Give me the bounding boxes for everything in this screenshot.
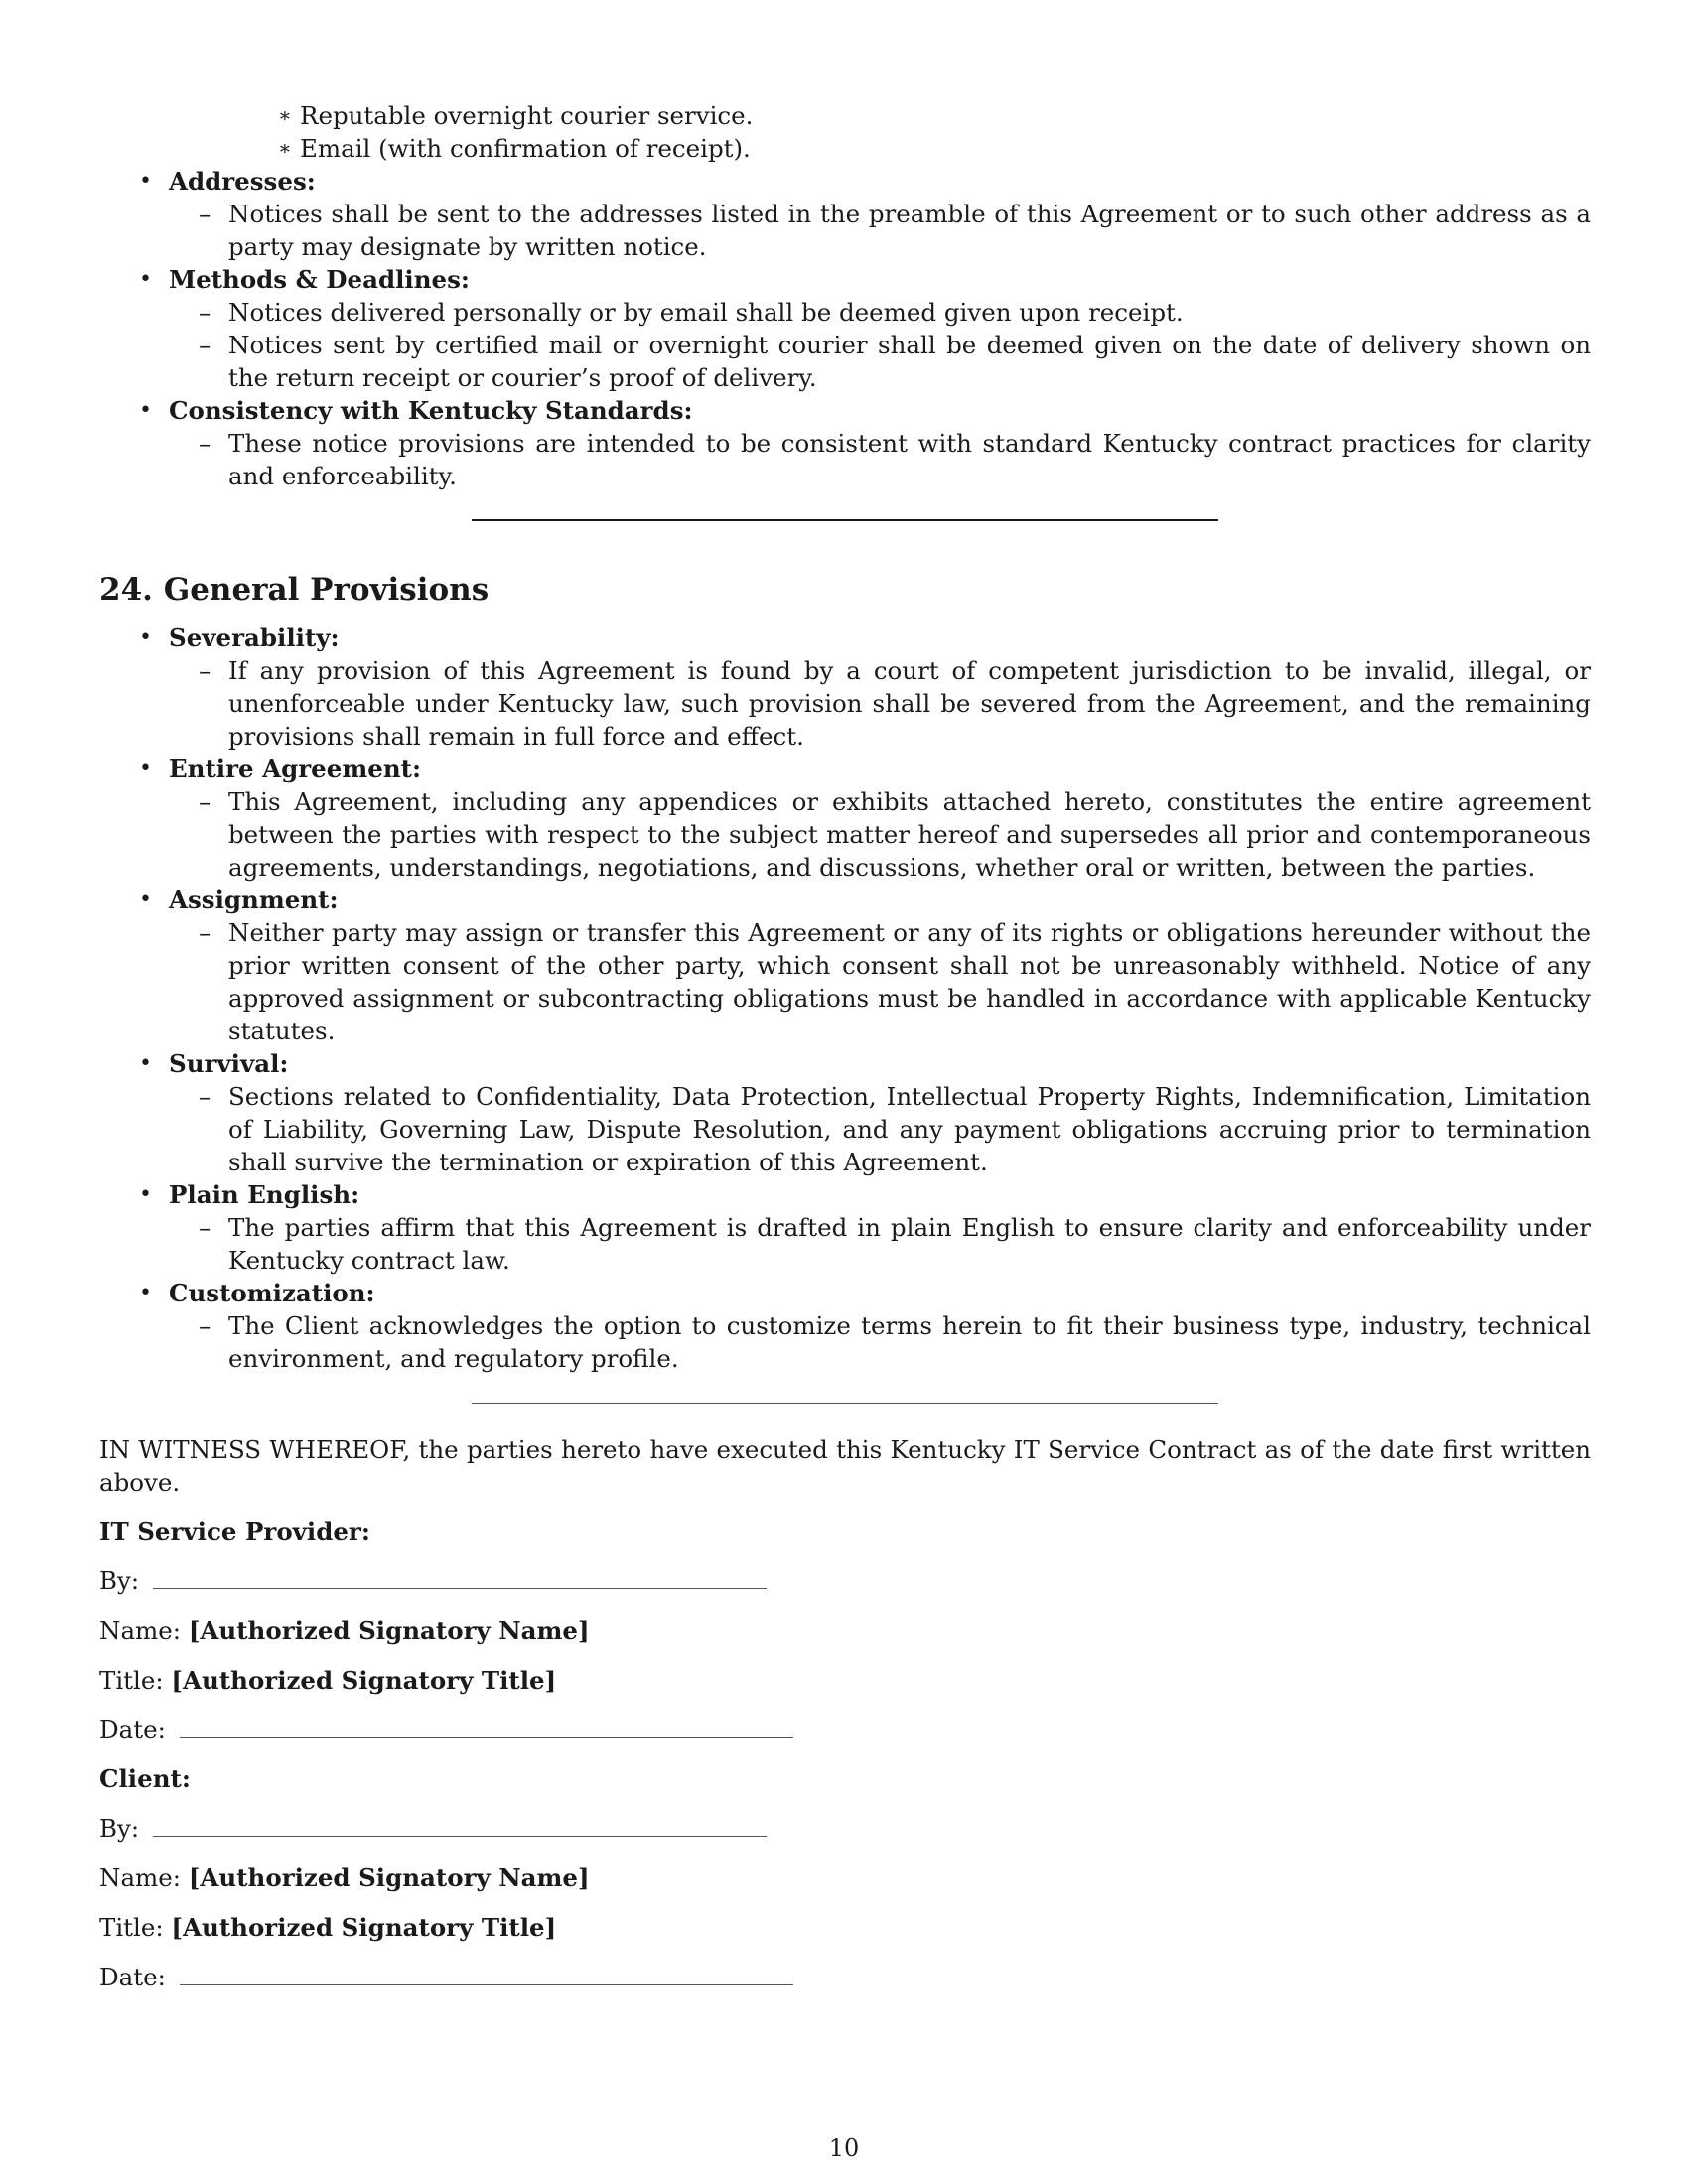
provision-assignment (139, 884, 1591, 1047)
list-item (199, 785, 1591, 884)
list-item-text: Neither party may assign or transfer this Agreement or any of its rights or obligations hereunder without the prior written consent of the other party, which consent shall not be unreasonably withheld. Notice of any approved assignment or subcontracting obligations must be handled in accordance with applicable Kentucky statutes. (228, 918, 1591, 1045)
bullet-marker: • (139, 625, 152, 650)
signatory-title: [Authorized Signatory Title] (171, 1913, 557, 1942)
asterisk-marker: ∗ (278, 136, 292, 160)
section-heading: Addresses: (169, 167, 316, 196)
list-item (199, 1080, 1591, 1178)
list-item (199, 1211, 1591, 1277)
title-label: Title: (99, 1666, 164, 1695)
list-item-text: The parties affirm that this Agreement is drafted in plain English to ensure clarity and enforceability under Kentucky contract law. (228, 1213, 1591, 1275)
signature-blank (153, 1814, 767, 1837)
bullet-marker: • (139, 756, 152, 781)
section-heading: Methods & Deadlines: (169, 265, 470, 294)
list-item-text: The Client acknowledges the option to customize terms herein to fit their business type, industry, technical environment, and regulatory profile. (228, 1311, 1591, 1373)
section-heading: Entire Agreement: (169, 754, 422, 783)
document-page (99, 99, 1591, 1993)
bullet-marker: • (139, 267, 152, 292)
page-number: 10 (828, 2134, 860, 2162)
signatory-title: [Authorized Signatory Title] (171, 1666, 557, 1695)
dash-marker: – (199, 331, 211, 359)
signature-date-line (99, 1713, 1591, 1746)
bullet-marker: • (139, 169, 152, 194)
notice-section-methods (139, 263, 1591, 394)
list-item (199, 916, 1591, 1047)
list-item (278, 99, 1591, 132)
list-item (278, 132, 1591, 165)
section-heading: Survival: (169, 1049, 289, 1078)
list-item-text: This Agreement, including any appendices or exhibits attached hereto, constitutes the entire agreement between the parties with respect to the subject matter hereof and supersedes all prior and contemporaneous agreements, understandings, negotiations, and discussions, whether oral or written, between the parties. (228, 787, 1591, 882)
list-item-text: Notices sent by certified mail or overnight courier shall be deemed given on the date of delivery shown on the return receipt or courier’s proof of delivery. (228, 331, 1591, 392)
list-item (199, 296, 1591, 329)
dash-marker: – (199, 1213, 211, 1242)
by-label: By: (99, 1567, 140, 1595)
signature-by-line (99, 1812, 1591, 1844)
provision-entire-agreement (139, 752, 1591, 884)
list-item-text: Notices delivered personally or by email shall be deemed given upon receipt. (228, 298, 1184, 327)
signature-name-line (99, 1861, 1591, 1894)
list-item (199, 1309, 1591, 1375)
dash-marker: – (199, 918, 211, 947)
by-label: By: (99, 1814, 140, 1843)
signature-date-line (99, 1961, 1591, 1993)
dash-marker: – (199, 1311, 211, 1340)
dash-marker: – (199, 1082, 211, 1111)
provision-customization (139, 1277, 1591, 1375)
list-item-text: If any provision of this Agreement is found by a court of competent jurisdiction to be invalid, illegal, or unenforceable under Kentucky law, such provision shall be severed from the Agreement, and the remaining provisions shall remain in full force and effect. (228, 656, 1591, 751)
dash-marker: – (199, 656, 211, 685)
date-blank (180, 1715, 793, 1738)
signature-title-line (99, 1911, 1591, 1944)
section-heading: Customization: (169, 1279, 375, 1307)
list-item (199, 427, 1591, 492)
witness-clause: IN WITNESS WHEREOF, the parties hereto have executed this Kentucky IT Service Contract as of the date first written above. (99, 1435, 1591, 1497)
section-heading: Consistency with Kentucky Standards: (169, 396, 693, 425)
signatory-name: [Authorized Signatory Name] (188, 1863, 590, 1892)
date-label: Date: (99, 1715, 166, 1744)
notice-section-consistency (139, 394, 1591, 492)
section-heading: Severability: (169, 623, 340, 652)
notice-section-addresses (139, 165, 1591, 263)
party-label-provider: IT Service Provider: (99, 1517, 370, 1546)
signature-blank (153, 1567, 767, 1589)
section-divider (472, 519, 1218, 521)
signature-name-line (99, 1614, 1591, 1647)
date-blank (180, 1963, 793, 1985)
bullet-marker: • (139, 1051, 152, 1076)
dash-marker: – (199, 429, 211, 458)
list-item-text: These notice provisions are intended to be consistent with standard Kentucky contract practices for clarity and enforceability. (228, 429, 1591, 490)
party-label-client: Client: (99, 1764, 191, 1793)
bullet-marker: • (139, 1281, 152, 1305)
dash-marker: – (199, 787, 211, 816)
list-item (199, 198, 1591, 263)
title-label: Title: (99, 1913, 164, 1942)
section-title: 24. General Provisions (99, 572, 490, 608)
section-divider (472, 1403, 1218, 1404)
list-item-text: Sections related to Confidentiality, Data Protection, Intellectual Property Rights, Indemnification, Limitation of Liability, Governing Law, Dispute Resolution, and any payment obligations accruing prior to termination shall survive the termination or expiration of this Agreement. (228, 1082, 1591, 1176)
list-item-text: Email (with confirmation of receipt). (300, 134, 751, 163)
signatory-name: [Authorized Signatory Name] (188, 1616, 590, 1645)
name-label: Name: (99, 1863, 182, 1892)
asterisk-marker: ∗ (278, 103, 292, 127)
provision-severability (139, 621, 1591, 752)
list-item (199, 654, 1591, 752)
date-label: Date: (99, 1963, 166, 1991)
bullet-marker: • (139, 887, 152, 912)
section-heading: Assignment: (169, 886, 339, 914)
list-item-text: Reputable overnight courier service. (300, 101, 754, 130)
name-label: Name: (99, 1616, 182, 1645)
provision-survival (139, 1047, 1591, 1178)
section-heading: Plain English: (169, 1180, 360, 1209)
dash-marker: – (199, 298, 211, 327)
bullet-marker: • (139, 398, 152, 423)
bullet-marker: • (139, 1182, 152, 1207)
dash-marker: – (199, 200, 211, 228)
signature-title-line (99, 1664, 1591, 1697)
provision-plain-english (139, 1178, 1591, 1277)
list-item (199, 329, 1591, 394)
signature-by-line (99, 1565, 1591, 1597)
list-item-text: Notices shall be sent to the addresses listed in the preamble of this Agreement or to such other address as a party may designate by written notice. (228, 200, 1591, 261)
